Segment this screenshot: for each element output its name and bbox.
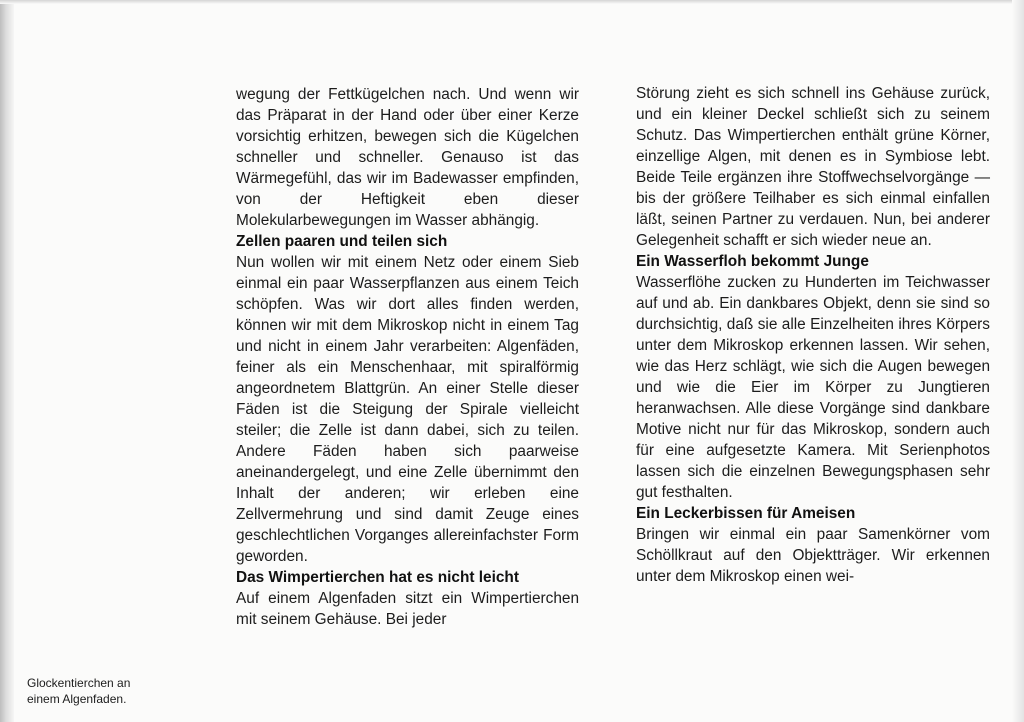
page-top-edge [0,0,1024,4]
heading-treat-for-ants: Ein Leckerbissen für Ameisen [636,505,856,522]
paragraph-ciliate-continued: Störung zieht es sich schnell ins Gehäuse zurück, und ein kleiner Deckel schließt sich zu seinem Schutz. Das Wimpertierchen enthält grüne Körner, einzellige Algen, mit denen es in Symbiose lebt. Beide Teile ergänzen ihre Stoffwechselvorgänge — bis der größere Teilhaber es sich einmal einfallen läßt, seinen Partner zu verdauen. Nun, bei anderer Gelegenheit schafft er sich wieder neue an. [636,85,990,249]
paragraph-celandine-seeds: Bringen wir einmal ein paar Samenkörner vom Schöllkraut auf den Objektträger. Wir erkennen unter dem Mikroskop einen wei- [636,526,990,585]
heading-water-flea: Ein Wasserfloh bekommt Junge [636,253,869,270]
caption-line-1: Glockentierchen an [27,676,131,690]
paragraph-algae-threads: Nun wollen wir mit einem Netz oder einem Sieb einmal ein paar Wasserpflanzen aus einem Teich schöpfen. Was wir dort alles finden werden, können wir mit dem Mikroskop nicht in einem Tag und nicht in einem Jahr verarbeiten: Algenfäden, feiner als ein Menschenhaar, mit spiralförmig angeordnetem Blattgrün. An einer Stelle dieser Fäden ist die Steigung der Spirale vielleicht steiler; die Zelle ist dann dabei, sich zu teilen. Andere Fäden haben sich paarweise aneinandergelegt, und eine Zelle übernimmt den Inhalt der anderen; wir erleben eine Zellvermehrung und sind damit Zeuge eines geschlechtlichen Vorganges allereinfachster Form geworden. [236,254,579,565]
paragraph-water-flea: Wasserflöhe zucken zu Hunderten im Teichwasser auf und ab. Ein dankbares Objekt, denn sie sind so durchsichtig, daß sie alle Einzelheiten ihres Körpers unter dem Mikroskop erkennen lassen. Wir sehen, wie das Herz schlägt, wie sich die Augen bewegen und wie die Eier im Körper zu Jungtieren heranwachsen. Alle diese Vorgänge sind dankbare Motive nicht nur für das Mikroskop, sondern auch für eine aufgesetzte Kamera. Mit Serienphotos lassen sich die einzelnen Bewegungsphasen sehr gut festhalten. [636,274,990,501]
heading-cells-pair-and-divide: Zellen paaren und teilen sich [236,233,448,250]
caption-line-2: einem Algenfaden. [27,692,127,706]
paragraph-molecular-motion: wegung der Fettkügelchen nach. Und wenn wir das Präparat in der Hand oder über einer Kerze vorsichtig erhitzen, bewegen sich die Kügelchen schneller und schneller. Genauso ist das Wärmegefühl, das wir im Badewasser empfinden, von der Heftigkeit eben dieser Molekularbewegungen im Wasser abhängig. [236,86,579,229]
page-spine-shadow [0,0,14,722]
paragraph-ciliate-start: Auf einem Algenfaden sitzt ein Wimpertierchen mit seinem Gehäuse. Bei jeder [236,590,579,628]
figure-caption [27,675,167,707]
left-text-column [236,84,579,630]
heading-ciliate: Das Wimpertierchen hat es nicht leicht [236,569,519,586]
page-right-edge [1012,0,1024,722]
right-text-column [636,83,990,587]
